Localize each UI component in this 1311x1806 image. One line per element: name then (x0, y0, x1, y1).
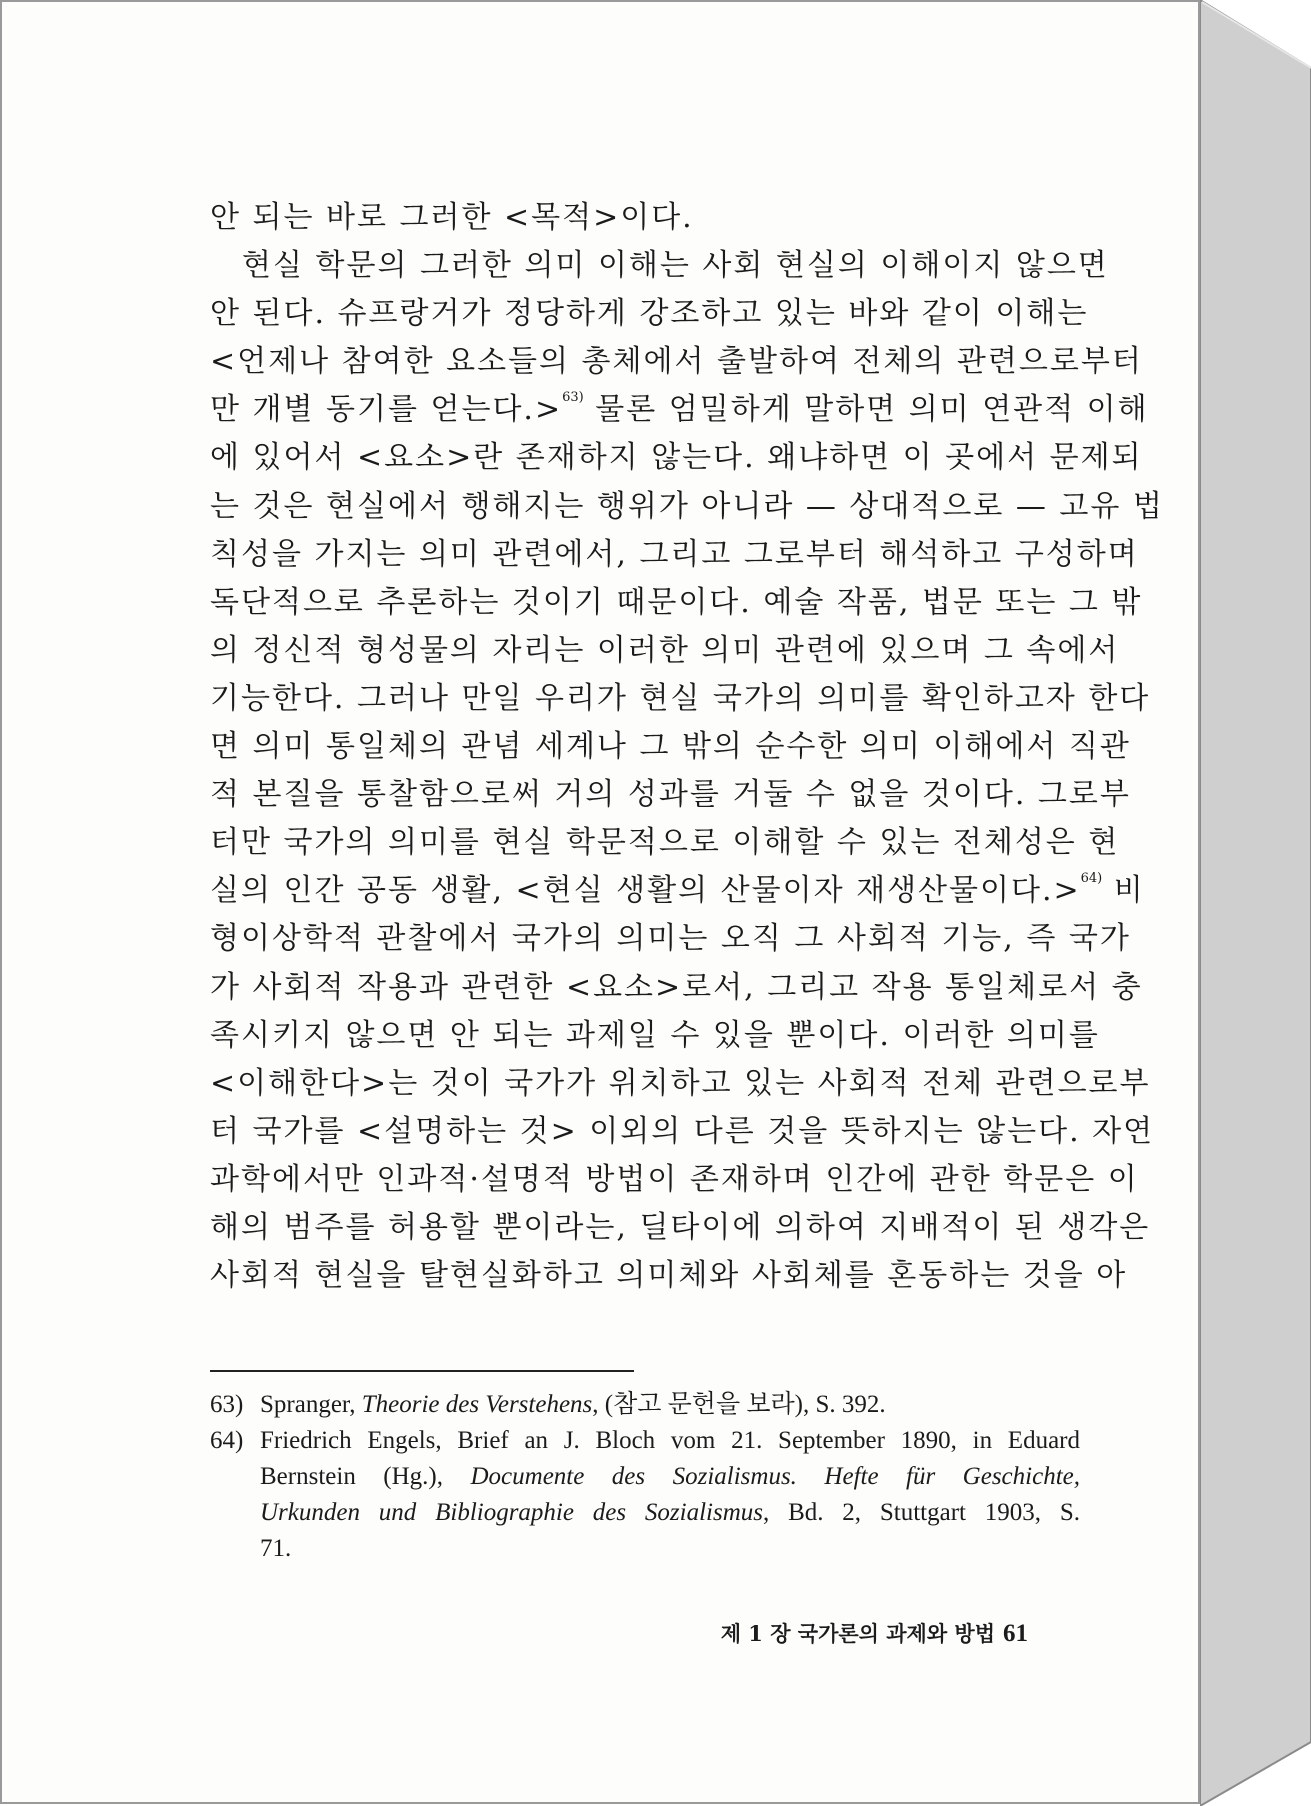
footnote-ref-63[interactable]: 63) (562, 390, 584, 406)
text-line: 가 사회적 작용과 관련한 <요소>로서, 그리고 작용 통일체로서 충 (210, 969, 1143, 1005)
text-line: 면 의미 통일체의 관념 세계나 그 밖의 순수한 의미 이해에서 직관 (210, 729, 1131, 765)
text-line (210, 386, 1149, 434)
body-text (210, 194, 1164, 1300)
text-segment: 물론 엄밀하게 말하면 의미 연관적 이해 (583, 392, 1149, 428)
footnote-number: 64) (210, 1427, 244, 1454)
running-footer (721, 1618, 1028, 1648)
text-line: 는 것은 현실에서 행해지는 행위가 아니라 — 상대적으로 — 고유 법 (210, 488, 1164, 524)
footnote-divider (210, 1370, 634, 1372)
footnote-number: 63) (210, 1391, 244, 1418)
text-line: <언제나 참여한 요소들의 총체에서 출발하여 전체의 관련으로부터 (210, 344, 1143, 380)
page-number: 61 (1003, 1620, 1028, 1647)
footnote-line (260, 1495, 1080, 1531)
text-line: 의 정신적 형성물의 자리는 이러한 의미 관련에 있으며 그 속에서 (210, 632, 1120, 668)
text-line: 터 국가를 <설명하는 것> 이외의 다른 것을 뜻하지는 않는다. 자연 (210, 1113, 1155, 1149)
text-line (210, 867, 1145, 915)
text-line: 적 본질을 통찰함으로써 거의 성과를 거둘 수 없을 것이다. 그로부 (210, 777, 1131, 813)
footnotes (210, 1387, 1080, 1567)
footnote-text: , Bd. 2, Stuttgart 1903, S. (763, 1499, 1081, 1526)
text-segment: 만 개별 동기를 얻는다.> (210, 392, 563, 428)
text-line: 과학에서만 인과적·설명적 방법이 존재하며 인간에 관한 학문은 이 (210, 1161, 1139, 1197)
text-line: 현실 학문의 그러한 의미 이해는 사회 현실의 이해이지 않으면 (210, 248, 1109, 284)
text-segment: 비 (1102, 873, 1145, 909)
footnote-text: Bernstein (Hg.), (260, 1463, 471, 1490)
footnote-line: 71. (260, 1535, 292, 1562)
text-line: 족시키지 않으면 안 되는 과제일 수 있을 뿐이다. 이러한 의미를 (210, 1017, 1100, 1053)
text-line: 안 되는 바로 그러한 <목적>이다. (210, 200, 694, 235)
footnote-title: Documente des Sozialismus. Hefte für Geschichte, (470, 1463, 1080, 1490)
footnote-line (260, 1387, 1080, 1423)
text-line: 형이상학적 관찰에서 국가의 의미는 오직 그 사회적 기능, 즉 국가 (210, 921, 1131, 957)
footnote-64 (210, 1423, 1080, 1567)
text-line: 터만 국가의 의미를 현실 학문적으로 이해할 수 있는 전체성은 현 (210, 825, 1120, 861)
footnote-text: , (참고 문헌을 보라), S. 392. (592, 1391, 886, 1418)
footnote-63 (210, 1387, 1080, 1423)
text-line: 독단적으로 추론하는 것이기 때문이다. 예술 작품, 법문 또는 그 밖 (210, 584, 1143, 620)
text-line: 기능한다. 그러나 만일 우리가 현실 국가의 의미를 확인하고자 한다 (210, 680, 1151, 716)
footnote-ref-64[interactable]: 64) (1080, 871, 1103, 887)
text-segment: 실의 인간 공동 생활, <현실 생활의 산물이자 재생산물이다.> (210, 873, 1081, 909)
chapter-title: 제 1 장 국가론의 과제와 방법 (720, 1621, 995, 1646)
text-line: 칙성을 가지는 의미 관련에서, 그리고 그로부터 해석하고 구성하며 (210, 536, 1139, 572)
footnote-title: Theorie des Verstehens (361, 1391, 593, 1418)
text-line: 해의 범주를 허용할 뿐이라는, 딜타이에 의하여 지배적이 된 생각은 (210, 1209, 1151, 1245)
book-spine-edge (1200, 0, 1311, 1806)
footnote-author: Spranger, (260, 1391, 362, 1418)
footnote-title: Urkunden und Bibliographie des Sozialismus (260, 1499, 764, 1526)
text-line: 에 있어서 <요소>란 존재하지 않는다. 왜냐하면 이 곳에서 문제되 (210, 440, 1143, 476)
text-line: 사회적 현실을 탈현실화하고 의미체와 사회체를 혼동하는 것을 아 (210, 1258, 1128, 1294)
text-line: <이해한다>는 것이 국가가 위치하고 있는 사회적 전체 관련으로부 (210, 1065, 1151, 1101)
footnote-line: Friedrich Engels, Brief an J. Bloch vom 21. September 1890, in Eduard (260, 1427, 1080, 1454)
text-line: 안 된다. 슈프랑거가 정당하게 강조하고 있는 바와 같이 이해는 (210, 296, 1089, 332)
footnote-line (260, 1459, 1080, 1495)
